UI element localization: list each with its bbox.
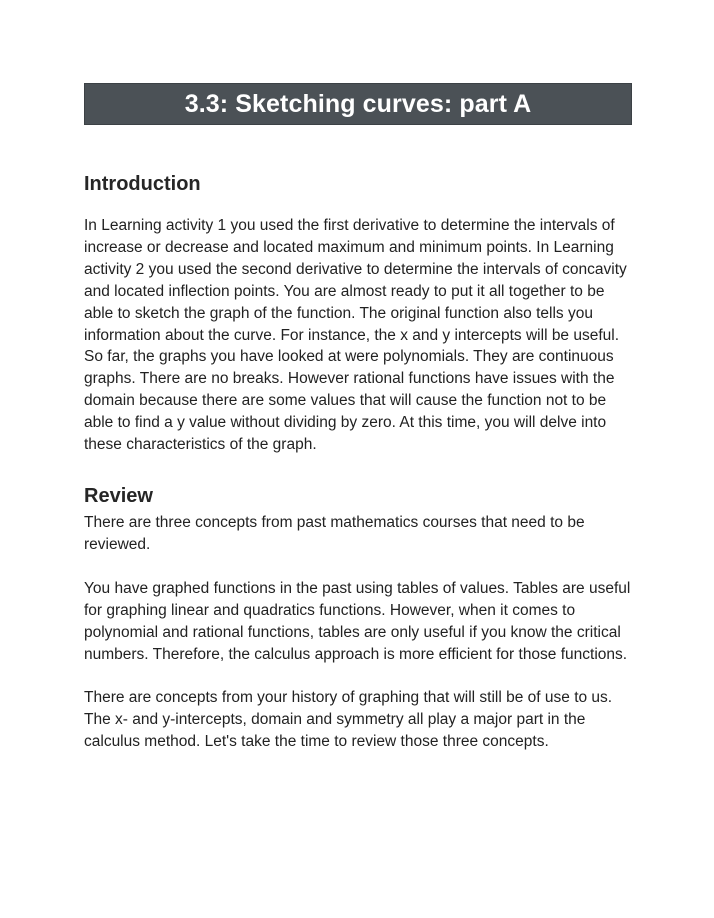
document-page [84, 83, 632, 753]
page-title: 3.3: Sketching curves: part A [184, 90, 532, 118]
review-paragraph-2: You have graphed functions in the past using tables of values. Tables are useful for graphing linear and quadratics functions. However, when it comes to polynomial and rational functions, tables are only useful if you know the critical numbers. Therefore, the calculus approach is more efficient for those functions. [84, 579, 631, 663]
introduction-paragraph: In Learning activity 1 you used the first derivative to determine the intervals of increase or decrease and located maximum and minimum points. In Learning activity 2 you used the second derivative to determine the intervals of concavity and located inflection points. You are almost ready to put it all together to be able to sketch the graph of the function. The original function also tells you information about the curve. For instance, the x and y intercepts will be useful. So far, the graphs you have looked at were polynomials. They are continuous graphs. There are no breaks. However rational functions have issues with the domain because there are some values that will cause the function not to be able to find a y value without dividing by zero. At this time, you will delve into these characteristics of the graph. [84, 217, 627, 454]
review-paragraph-1: There are three concepts from past mathematics courses that need to be reviewed. [84, 513, 585, 553]
section-heading-introduction: Introduction [84, 173, 201, 195]
page-title-banner [84, 83, 632, 125]
review-paragraph-3: There are concepts from your history of graphing that will still be of use to us. The x- and y-intercepts, domain and symmetry all play a major part in the calculus method. Let's take the time to review those three concepts. [84, 689, 613, 751]
section-heading-review: Review [84, 484, 153, 507]
